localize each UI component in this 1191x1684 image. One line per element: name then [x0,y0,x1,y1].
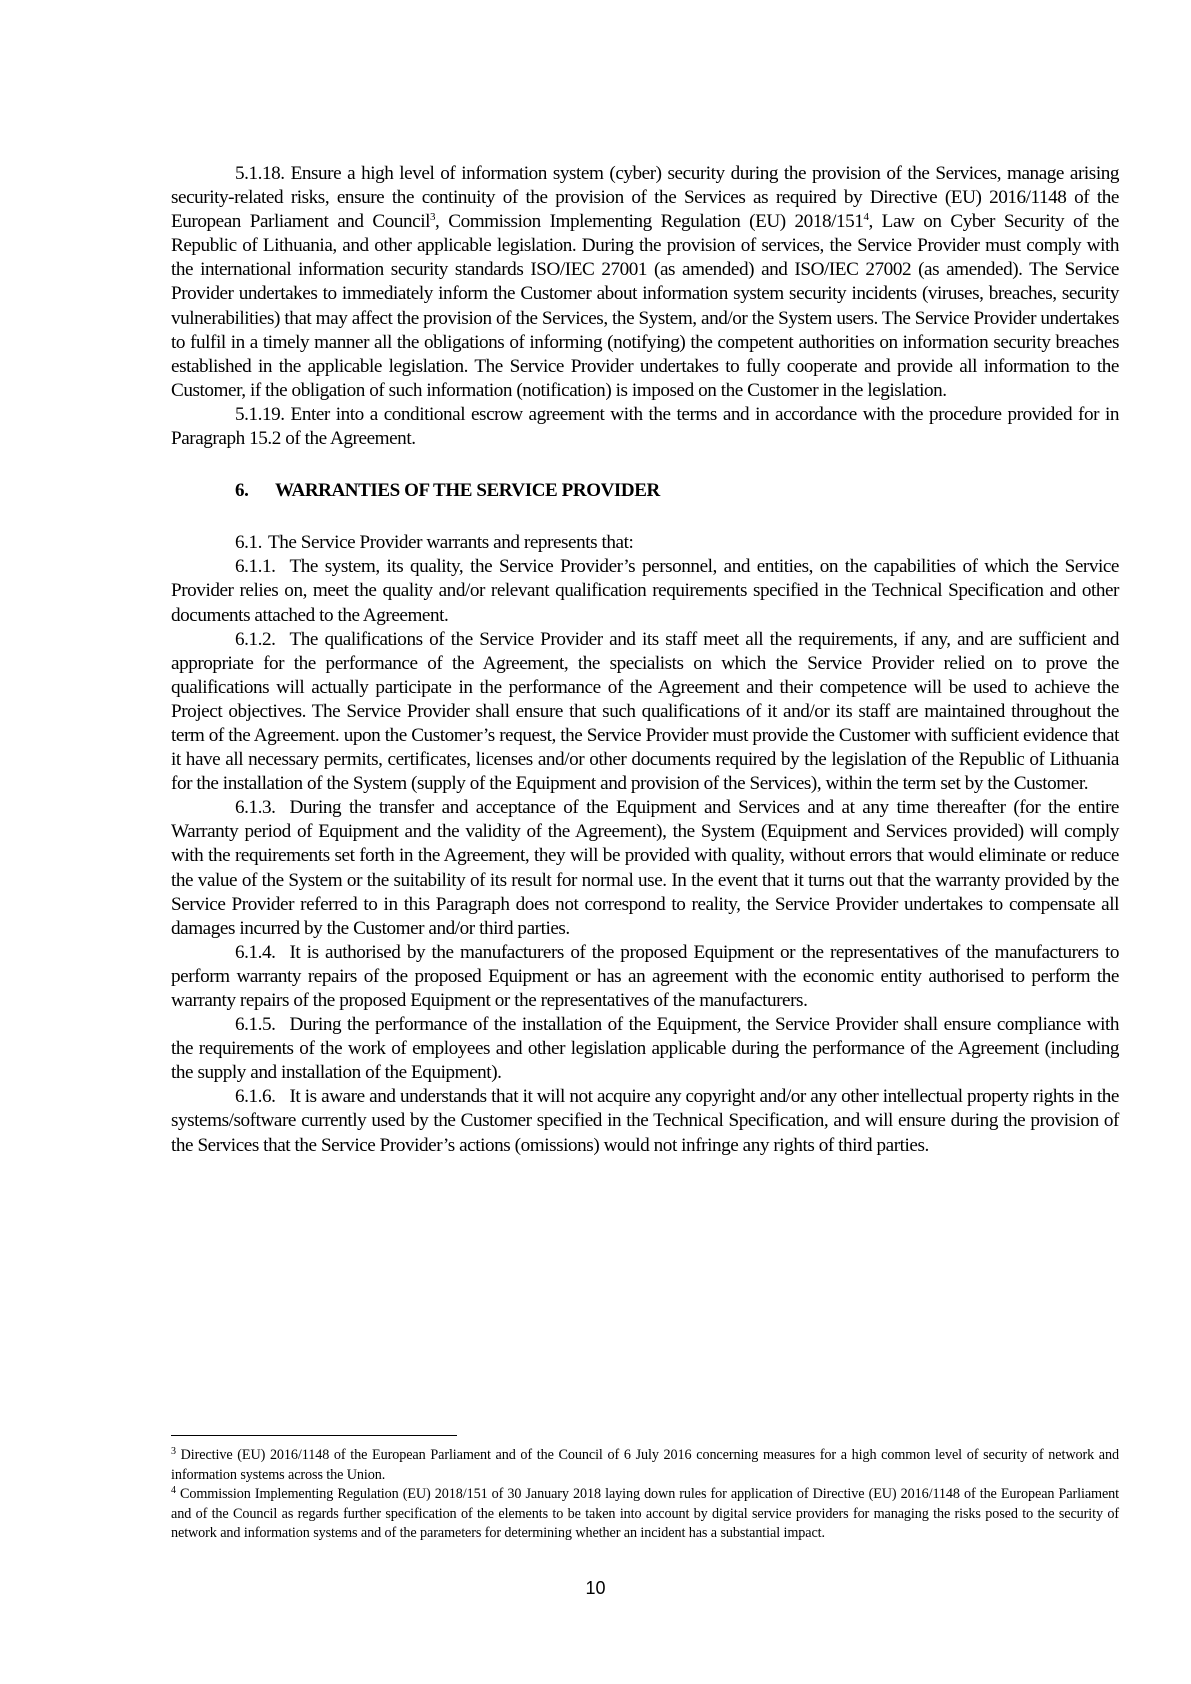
footnote-ref-3[interactable]: 3 [429,211,436,224]
paragraph-number: 5.1.19. [235,403,285,425]
paragraph-number: 6.1.2. [235,628,276,650]
paragraph-text: Ensure a high level of information system (cyber) security during the provision of the Services, manage arising security-related risks, ensure the continuity of the provision of the Services as required by Directive (EU) 2016/1148 of the European Parliament and Council [171,163,1119,233]
footnote-text: Commission Implementing Regulation (EU) 2018/151 of 30 January 2018 laying down rules for application of Directive (EU) 2016/1148 of the European Parliament and of the Council as regards further specification of the elements to be taken into account by digital service providers for managing the risks posed to the security of network and information systems and of the parameters for determining whether an incident has a substantial impact. [171,1486,1119,1542]
page-number: 10 [585,1578,606,1598]
footnote-4 [171,1485,1119,1544]
paragraph-5-1-19 [171,403,1119,451]
paragraph-text: The qualifications of the Service Provider and its staff meet all the requirements, if any, and are sufficient and appropriate for the performance of the Agreement, the specialists on which the Service Provider relied on to prove the qualifications will actually participate in the performance of the Agreement and their competence will be used to achieve the Project objectives. The Service Provider shall ensure that such qualifications of it and/or its staff are maintained throughout the term of the Agreement. upon the Customer’s request, the Service Provider must provide the Customer with sufficient evidence that it have all necessary permits, certificates, licenses and/or other documents required by the legislation of the Republic of Lithuania for the installation of the System (supply of the Equipment and provision of the Services), within the term set by the Customer. [171,628,1119,795]
footnote-marker: 4 [171,1485,176,1497]
paragraph-6-1-4 [171,941,1119,1013]
section-heading [171,479,1119,503]
paragraph-text: , Commission Implementing Regulation (EU) 2018/151 [435,211,864,233]
section-title: WARRANTIES OF THE SERVICE PROVIDER [275,480,660,502]
paragraph-5-1-18 [171,162,1119,403]
paragraph-text: It is authorised by the manufacturers of the proposed Equipment or the representatives of the manufacturers to perform warranty repairs of the proposed Equipment or has an agreement with the economic entity authorised to perform the warranty repairs of the proposed Equipment or the representatives of the manufacturers. [171,941,1119,1011]
footnote-ref-4[interactable]: 4 [863,211,869,224]
paragraph-number: 6.1.5. [235,1014,276,1036]
footnote-text: Directive (EU) 2016/1148 of the European Parliament and of the Council of 6 July 2016 concerning measures for a high common level of security of network and information systems across the Union. [171,1447,1119,1483]
paragraph-6-1 [171,531,1119,555]
paragraph-6-1-5 [171,1013,1119,1085]
paragraph-text: It is aware and understands that it will not acquire any copyright and/or any other intellectual property rights in the systems/software currently used by the Customer specified in the Technical Specification, and will ensure during the provision of the Services that the Service Provider’s actions (omissions) would not infringe any rights of third parties. [171,1086,1119,1156]
paragraph-text: , Law on Cyber Security of the Republic of Lithuania, and other applicable legislation. During the provision of services, the Service Provider must comply with the international information security standards ISO/IEC 27001 (as amended) and ISO/IEC 27002 (as amended). The Service Provider undertakes to immediately inform the Customer about information system security incidents (viruses, breaches, security vulnerabilities) that may affect the provision of the Services, the System, and/or the System users. The Service Provider undertakes to fulfil in a timely manner all the obligations of informing (notifying) the competent authorities on information security breaches established in the applicable legislation. The Service Provider undertakes to fully cooperate and provide all information to the Customer, if the obligation of such information (notification) is imposed on the Customer in the legislation. [171,211,1119,401]
document-body [171,162,1119,1158]
paragraph-number: 6.1.6. [235,1086,276,1108]
paragraph-number: 6.1.4. [235,941,276,963]
paragraph-number: 6.1.1. [235,556,276,578]
paragraph-6-1-6 [171,1085,1119,1157]
paragraph-6-1-3 [171,796,1119,941]
paragraph-6-1-2 [171,628,1119,797]
paragraph-6-1-1 [171,555,1119,627]
footnote-separator [171,1435,457,1436]
paragraph-text: During the performance of the installation of the Equipment, the Service Provider shall ensure compliance with the requirements of the work of employees and other legislation applicable during the performance of the Agreement (including the supply and installation of the Equipment). [171,1014,1119,1084]
footnotes [171,1446,1119,1544]
paragraph-number: 5.1.18. [235,163,285,184]
footnote-marker: 3 [171,1446,176,1457]
paragraph-text: The Service Provider warrants and represents that: [267,532,634,554]
section-number: 6. [235,480,249,502]
paragraph-text: The system, its quality, the Service Provider’s personnel, and entities, on the capabilities of which the Service Provider relies on, meet the quality and/or relevant qualification requirements specified in the Technical Specification and other documents attached to the Agreement. [171,556,1119,626]
paragraph-number: 6.1.3. [235,797,276,819]
footnote-3 [171,1446,1119,1485]
paragraph-text: Enter into a conditional escrow agreement with the terms and in accordance with the procedure provided for in Paragraph 15.2 of the Agreement. [171,403,1119,450]
paragraph-text: During the transfer and acceptance of the Equipment and Services and at any time thereafter (for the entire Warranty period of Equipment and the validity of the Agreement), the System (Equipment and Services provided) will comply with the requirements set forth in the Agreement, they will be provided with quality, without errors that would eliminate or reduce the value of the System or the suitability of its result for normal use. In the event that it turns out that the warranty provided by the Service Provider referred to in this Paragraph does not correspond to reality, the Service Provider undertakes to compensate all damages incurred by the Customer and/or third parties. [171,797,1119,939]
paragraph-number: 6.1. [235,532,262,554]
